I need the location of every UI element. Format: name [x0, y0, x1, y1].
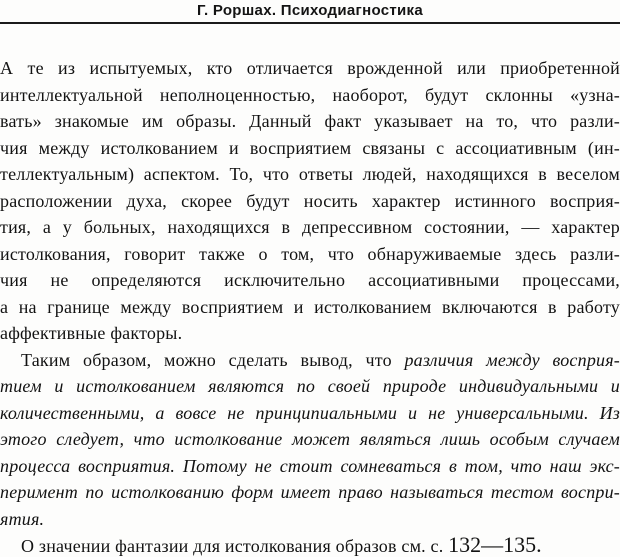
text-line: [0, 161, 620, 188]
text-line: [0, 267, 620, 294]
text-segment: истолкования, говорит также о том, что обнаруживаемые здесь разли-: [0, 243, 620, 264]
page-reference-numbers: 132—135.: [448, 532, 542, 557]
text-segment: А те из испытуемых, кто отличается врожденной или приобретенной: [0, 58, 620, 78]
body-text: [0, 55, 620, 557]
text-line: [0, 55, 620, 82]
text-line: [0, 506, 620, 533]
text-segment: Таким образом, можно сделать вывод, что: [21, 349, 405, 370]
running-header: [0, 2, 620, 19]
italic-text-segment: ятия.: [0, 508, 45, 529]
text-segment: О значении фантазии для истолкования образов см. с.: [21, 536, 449, 556]
italic-text-segment: тием и истолкованием являются по своей природе индивидуальными и: [0, 376, 620, 396]
running-header-title: Г. Роршах. Психодиагностика: [197, 2, 423, 19]
text-line: [0, 82, 620, 109]
text-segment: а на границе между восприятием и истолкованием включаются в работу: [0, 296, 620, 317]
text-line: [0, 294, 620, 321]
italic-text-segment: количественными, а вовсе не принципиальными и не универсальными. Из: [0, 402, 620, 423]
text-line: [0, 135, 620, 162]
text-line: [0, 108, 620, 135]
italic-text-segment: различия между восприя-: [404, 349, 620, 370]
text-line: [0, 241, 620, 268]
italic-text-segment: перимент по истолкованию форм имеет право называться тестом воспри-: [0, 482, 620, 502]
italic-text-segment: этого следует, что истолкование может являться лишь особым случаем: [0, 429, 620, 449]
text-line: [0, 426, 620, 453]
text-line: [0, 320, 620, 347]
text-segment: теллектуальным) аспектом. То, что ответы людей, находящихся в веселом: [0, 164, 620, 184]
text-line: [0, 214, 620, 241]
italic-text-segment: процесса восприятия. Потому не стоит сомневаться в том, что наш экс-: [0, 455, 620, 476]
text-line: [0, 188, 620, 215]
text-segment: чия между истолкованием и восприятием связаны с ассоциативным (ин-: [0, 137, 620, 158]
text-line: [0, 347, 620, 374]
text-line: [0, 373, 620, 400]
header-rule: [0, 22, 620, 24]
text-segment: расположении духа, скорее будут носить характер истинного восприя-: [0, 190, 620, 211]
text-line: [0, 532, 620, 557]
text-segment: вать» знакомые им образы. Данный факт указывает на то, что разли-: [0, 111, 620, 131]
text-segment: чия не определяются исключительно ассоциативными процессами,: [0, 270, 620, 290]
text-line: [0, 453, 620, 480]
text-line: [0, 400, 620, 427]
text-line: [0, 479, 620, 506]
text-segment: аффективные факторы.: [0, 323, 183, 343]
text-segment: тия, а у больных, находящихся в депрессивном состоянии, — характер: [0, 217, 620, 237]
text-segment: интеллектуальной неполноценностью, наоборот, будут склонны «узна-: [0, 84, 620, 105]
